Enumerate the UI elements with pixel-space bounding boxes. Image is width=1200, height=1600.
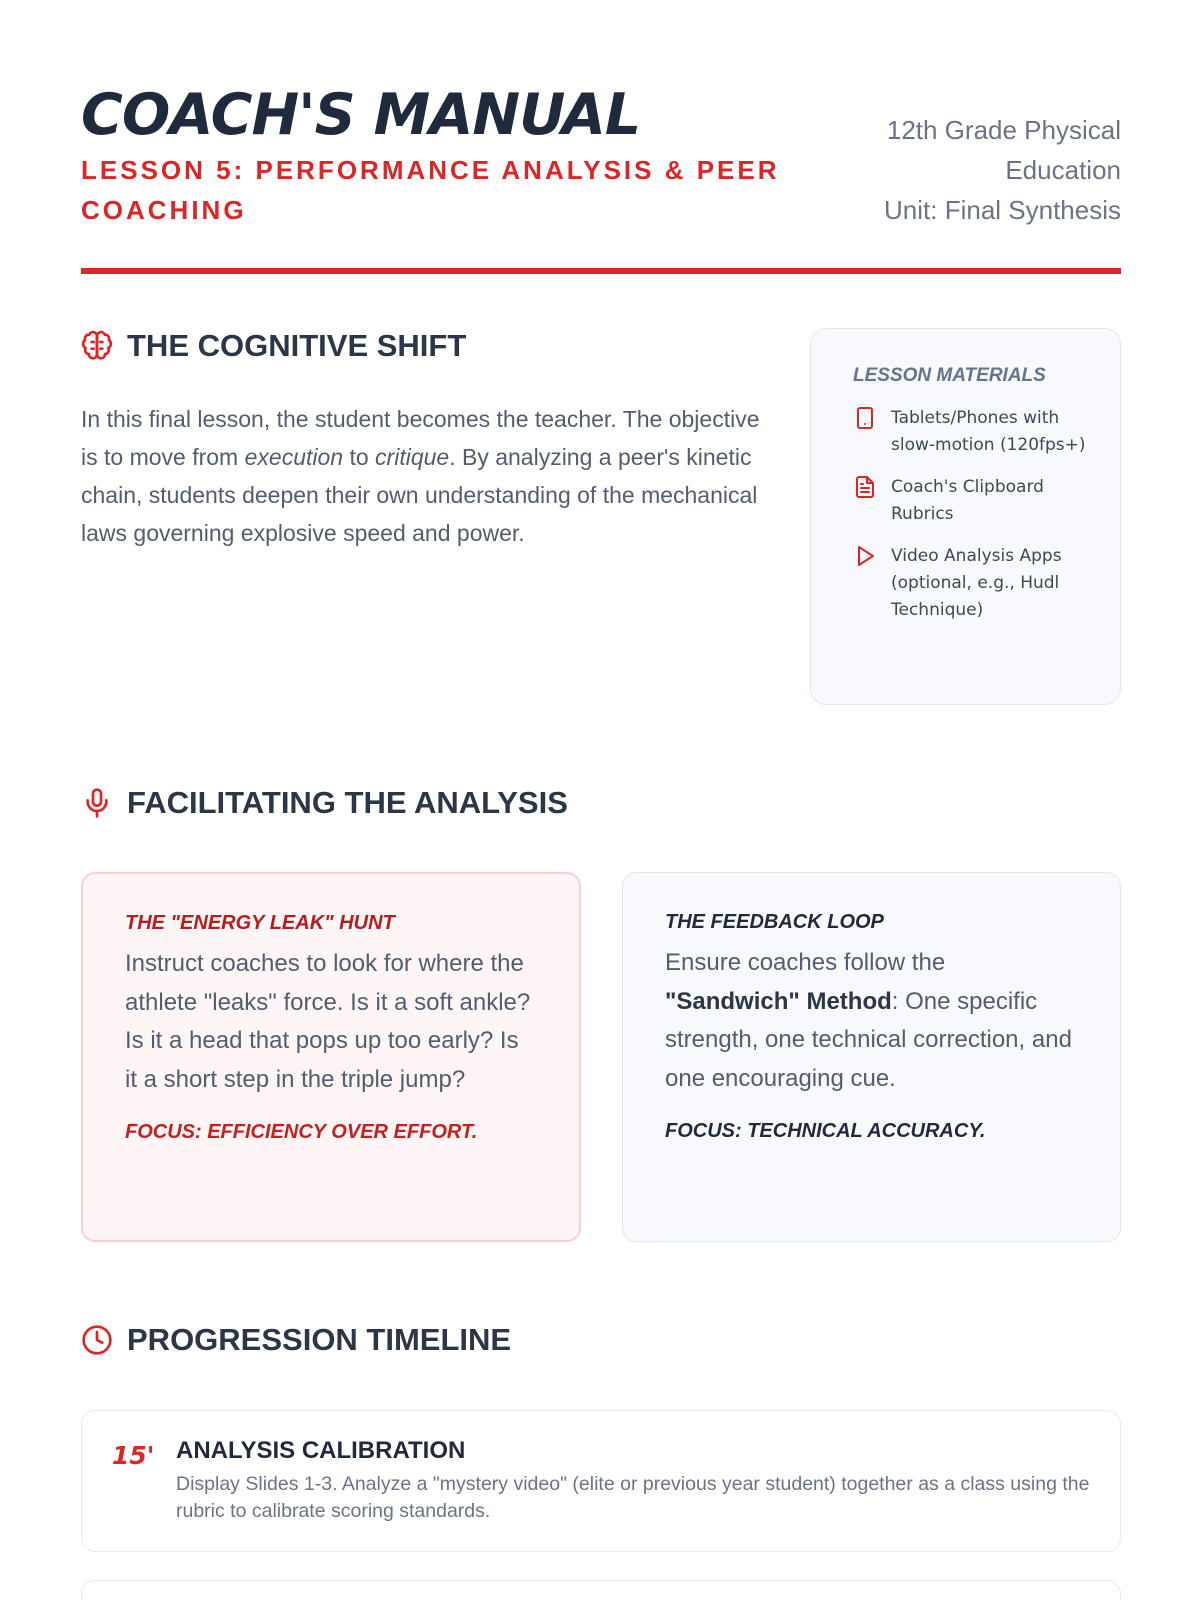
material-label: Video Analysis Apps (optional, e.g., Hudl Technique) [891,546,1062,620]
materials-title: LESSON MATERIALS [853,365,1046,386]
sandwich-method-label: "Sandwich" Method [665,987,892,1015]
header-divider [81,268,1121,274]
section-facilitating [81,785,568,821]
lesson-materials-box [810,328,1121,705]
feedback-loop-card [622,872,1121,1242]
intro-emphasis-execution: execution [244,444,344,470]
section-heading: THE COGNITIVE SHIFT [127,328,467,363]
tablet-icon [853,406,877,430]
brain-icon [81,330,113,362]
section-heading: PROGRESSION TIMELINE [127,1322,512,1357]
unit-label: Unit: Final Synthesis [884,195,1121,225]
lesson-subtitle: LESSON 5: PERFORMANCE ANALYSIS & PEER COACHING [81,155,780,225]
energy-leak-card [81,872,581,1242]
clock-icon [81,1324,113,1356]
page-header [81,84,1121,274]
card-focus: FOCUS: EFFICIENCY OVER EFFORT. [125,1121,478,1143]
intro-text-2: to [343,444,376,470]
section-heading: FACILITATING THE ANALYSIS [127,785,568,820]
card-title: THE FEEDBACK LOOP [665,911,884,933]
timeline-description: Display Slides 1-3. Analyze a "mystery video" (elite or previous year student) together as a class using the rubric to calibrate scoring standards. [176,1473,1090,1522]
timeline-duration: 15' [112,1441,155,1470]
material-label: Tablets/Phones with slow-motion (120fps+) [891,408,1086,455]
course-info [821,110,1121,230]
card-text-after: : One specific strength, one technical correction, and one encouraging cue. [665,987,1072,1092]
card-focus: FOCUS: TECHNICAL ACCURACY. [665,1120,986,1142]
card-text [665,944,1078,1098]
section-timeline [81,1322,511,1358]
intro-paragraph [81,400,761,552]
timeline-item [81,1410,1121,1552]
timeline-title: ANALYSIS CALIBRATION [176,1437,466,1464]
card-text: Instruct coaches to look for where the athlete "leaks" force. Is it a soft ankle? Is it a head that pops up too early? Is it a short step in the triple jump? [125,950,531,1093]
play-icon [853,544,877,568]
grade-label: 12th Grade Physical Education [886,115,1121,185]
material-item [853,405,1100,459]
section-cognitive-shift [81,328,466,364]
timeline-item-partial [81,1580,1121,1600]
microphone-icon [81,787,113,819]
intro-text-3: . By analyzing a peer's kinetic chain, students deepen their own understanding of the mechanical laws governing explosive speed and power. [81,444,758,546]
material-label: Coach's Clipboard Rubrics [891,477,1044,524]
manual-title: COACH'S MANUAL [81,82,641,148]
intro-emphasis-critique: critique [375,444,450,470]
document-icon [853,475,877,499]
material-item [853,543,1100,624]
card-text-before: Ensure coaches follow the [665,949,946,976]
card-title: THE "ENERGY LEAK" HUNT [125,912,395,934]
intro-text-1: In this final lesson, the student becomes the teacher. The objective is to move from [81,406,760,470]
material-item [853,474,1100,528]
